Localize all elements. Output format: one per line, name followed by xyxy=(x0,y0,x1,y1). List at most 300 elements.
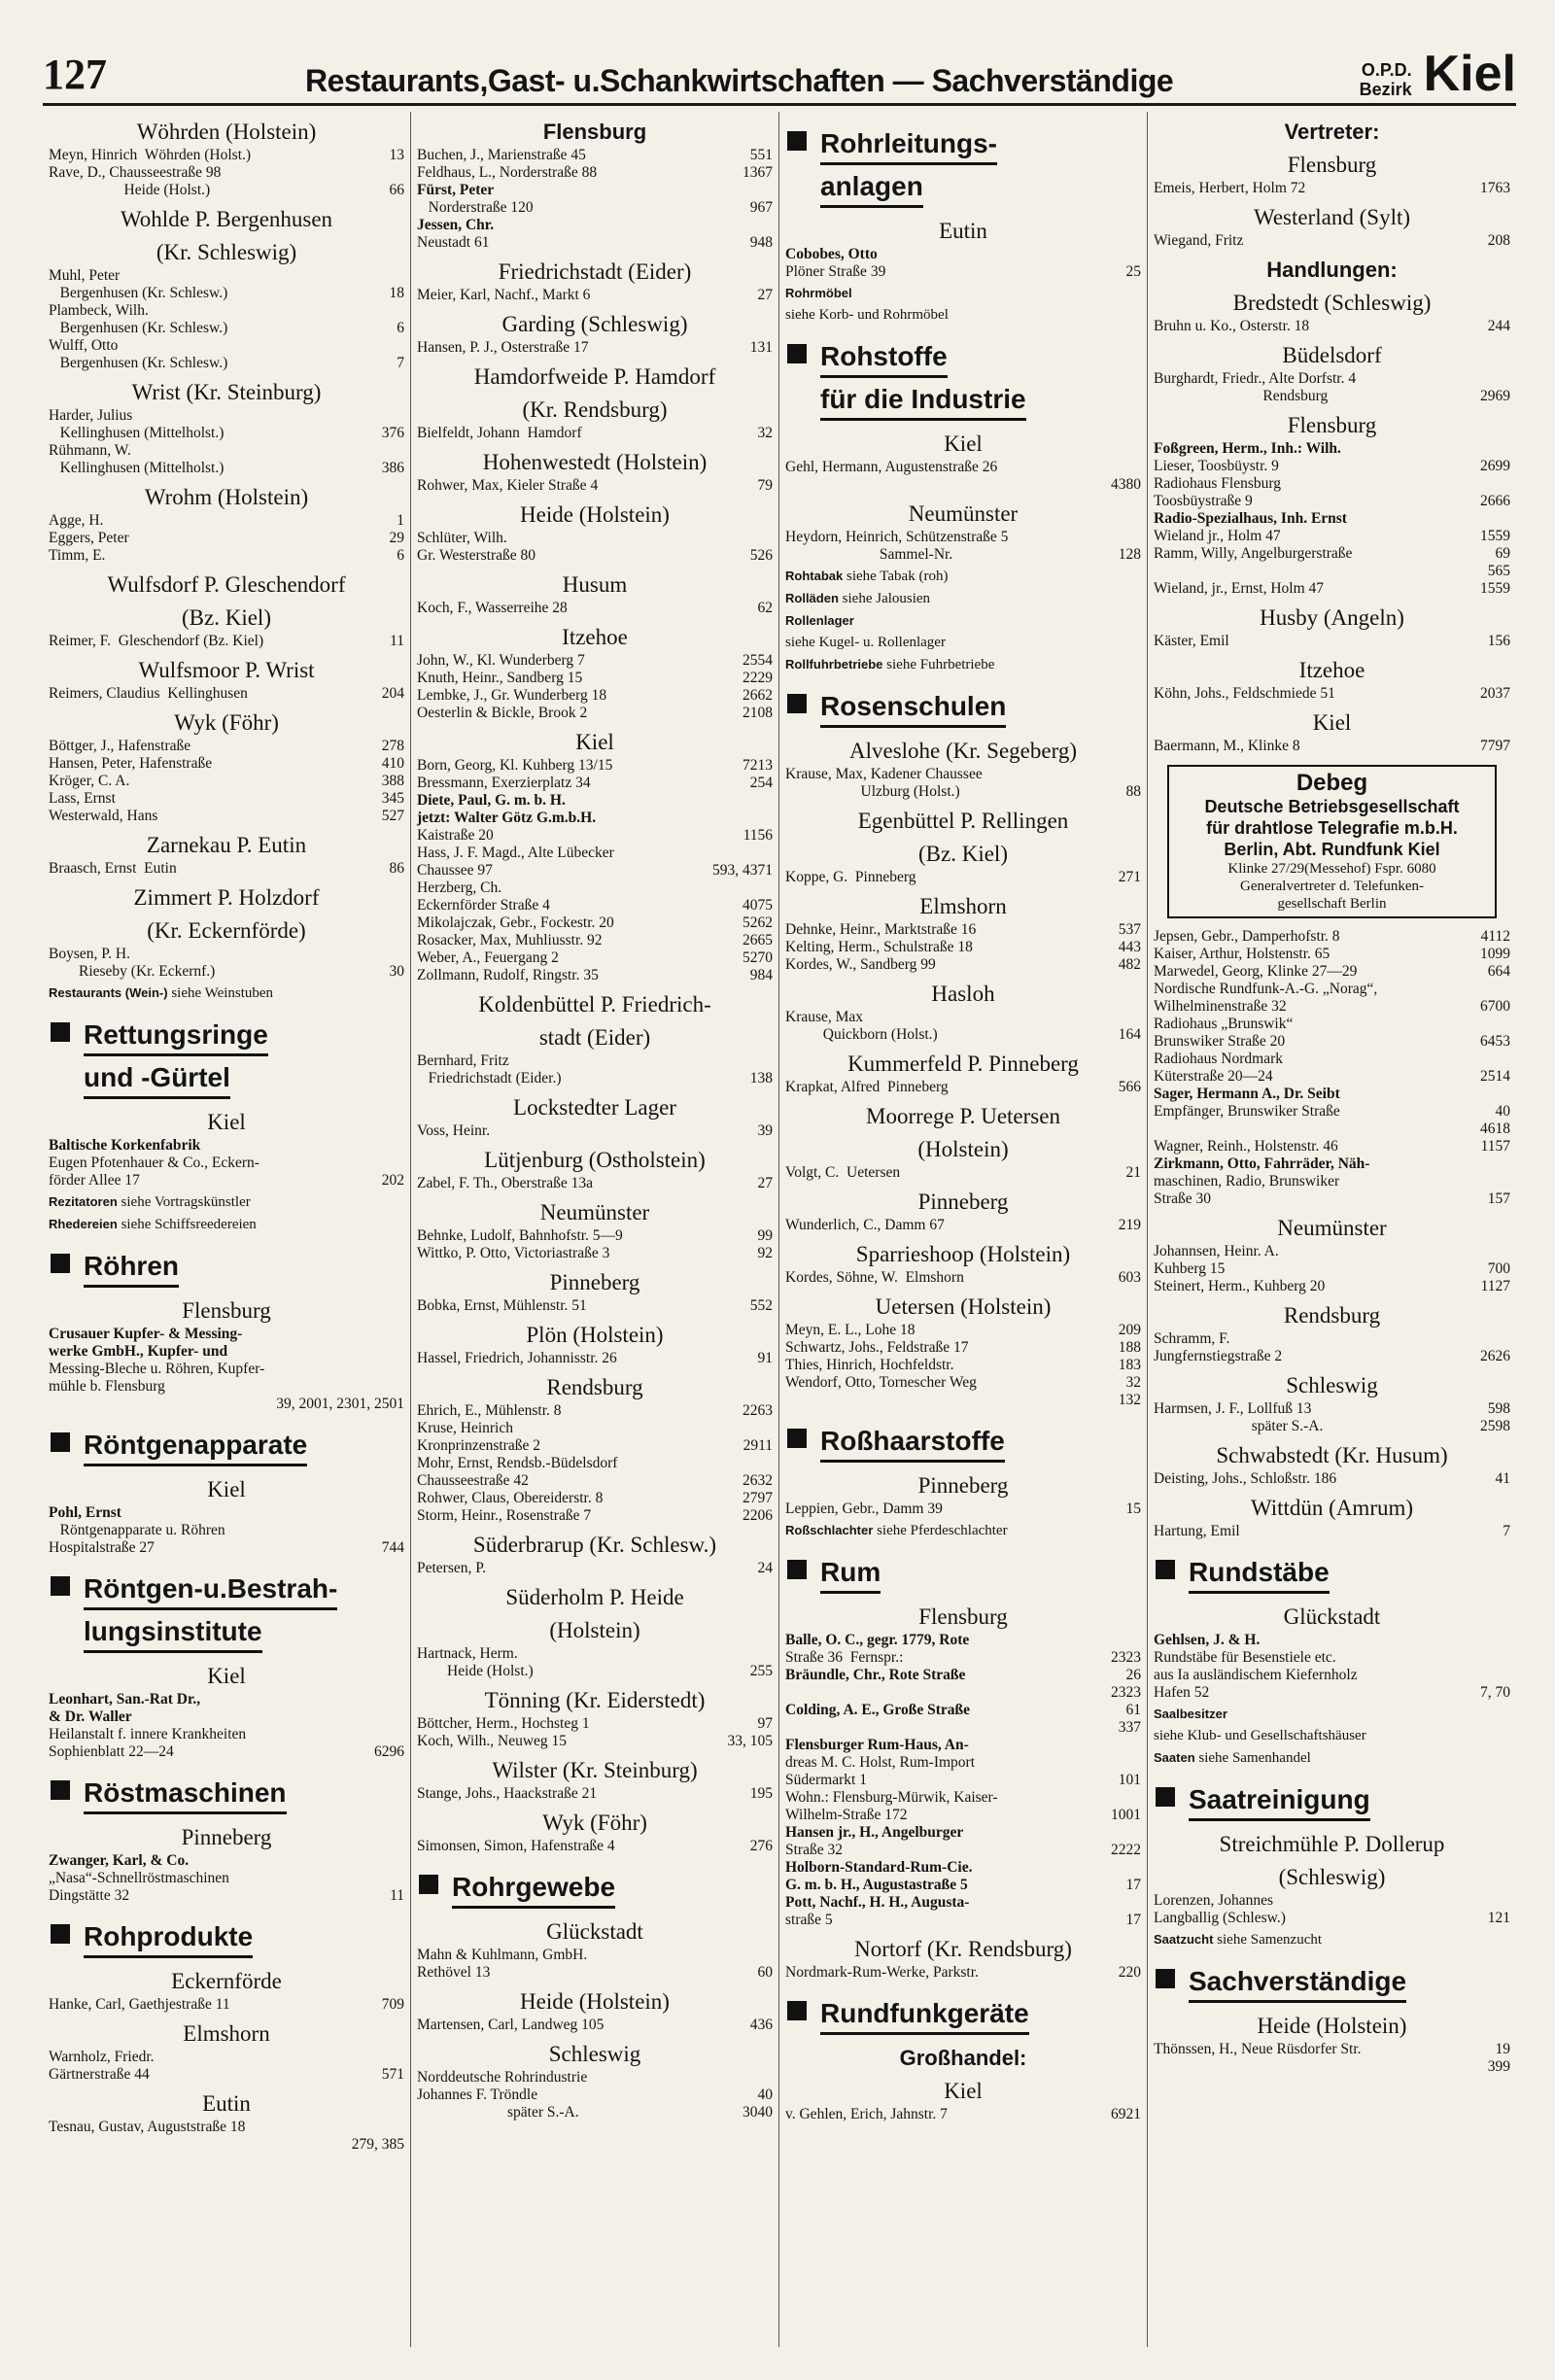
listing-entry xyxy=(417,1052,773,1070)
place-heading: Eutin xyxy=(202,2091,251,2116)
entry-phone: 2626 xyxy=(1480,1348,1510,1364)
entry-name: Zirkmann, Otto, Fahrräder, Näh- xyxy=(1154,1156,1370,1172)
entry-phone: 132 xyxy=(1118,1392,1141,1408)
entry-name: Gehlsen, J. & H. xyxy=(1154,1632,1261,1648)
listing-entry xyxy=(785,1322,1141,1339)
listing-entry xyxy=(1154,1033,1510,1051)
category-title xyxy=(84,1427,307,1469)
entry-name: Colding, A. E., Große Straße xyxy=(785,1702,971,1718)
listing-entry xyxy=(417,1715,773,1733)
listing-entry xyxy=(785,1964,1141,1982)
entry-phone: 744 xyxy=(381,1539,404,1556)
category-title-line: Rohrgewebe xyxy=(452,1869,615,1909)
bezirk-label: Bezirk xyxy=(1359,80,1412,99)
entry-name: Kelting, Herm., Schulstraße 18 xyxy=(785,939,973,955)
entry-name: werke GmbH., Kupfer- und xyxy=(49,1343,228,1360)
entry-name: Oesterlin & Bickle, Brook 2 xyxy=(417,705,588,721)
listing-entry xyxy=(417,1420,773,1437)
entry-phone: 79 xyxy=(757,477,773,494)
entry-name xyxy=(49,2136,352,2154)
listing-entry xyxy=(49,738,404,755)
entry-name: Schramm, F. xyxy=(1154,1330,1230,1347)
entry-phone: 2632 xyxy=(743,1472,773,1489)
listing-entry xyxy=(785,1859,1141,1877)
listing-entry xyxy=(785,1269,1141,1287)
listing-entry xyxy=(417,199,773,217)
place-heading: Flensburg xyxy=(1287,153,1377,177)
listing-entry xyxy=(417,1964,773,1982)
place-heading: Neumünster xyxy=(1277,1216,1387,1240)
category-heading xyxy=(49,1017,404,1102)
listing-entry xyxy=(49,1155,404,1172)
entry-phone: 345 xyxy=(381,790,404,807)
entry-name: Köhn, Johs., Feldschmiede 51 xyxy=(1154,685,1335,702)
listing-entry xyxy=(785,1164,1141,1182)
listing-entry xyxy=(49,2049,404,2066)
entry-name: Empfänger, Brunswiker Straße xyxy=(1154,1103,1340,1120)
listing-entry xyxy=(49,425,404,442)
entry-name: Sager, Hermann A., Dr. Seibt xyxy=(1154,1086,1340,1102)
entry-phone: 6 xyxy=(397,320,404,336)
entry-name: Mikolajczak, Gebr., Fockestr. 20 xyxy=(417,914,614,931)
listing-entry xyxy=(49,1504,404,1522)
entry-phone: 128 xyxy=(1118,546,1141,563)
listing-entry xyxy=(1154,493,1510,510)
category-title xyxy=(820,688,1006,731)
entry-name: aus Ia ausländischem Kiefernholz xyxy=(1154,1667,1358,1683)
place-heading: Pinneberg xyxy=(181,1825,272,1849)
entry-name: Wieland, jr., Ernst, Holm 47 xyxy=(1154,580,1325,597)
listing-entry xyxy=(417,2069,773,2087)
entry-name xyxy=(1154,2058,1488,2076)
listing-entry xyxy=(1154,1086,1510,1103)
listing-entry xyxy=(1154,1667,1510,1684)
listing-entry xyxy=(49,1396,404,1413)
category-title xyxy=(820,1423,1005,1466)
entry-name: Flensburger Rum-Haus, An- xyxy=(785,1737,969,1753)
listing-entry xyxy=(417,792,773,810)
place-heading: Wyk (Föhr) xyxy=(542,1811,647,1835)
entry-phone: 5262 xyxy=(743,914,773,931)
entry-phone: 32 xyxy=(757,425,773,441)
place-heading: Kiel xyxy=(207,1664,246,1688)
entry-name: Burghardt, Friedr., Alte Dorfstr. 4 xyxy=(1154,370,1357,387)
listing-entry xyxy=(417,932,773,949)
listing-entry xyxy=(49,808,404,825)
category-title-line: Sachverständige xyxy=(1189,1963,1406,2003)
entry-name: Reimers, Claudius Kellinghusen xyxy=(49,685,248,702)
category-title-line: Saatreinigung xyxy=(1189,1781,1370,1821)
listing-entry xyxy=(785,1702,1141,1719)
entry-name: Heide (Holst.) xyxy=(49,182,211,198)
entry-name: Weber, A., Feuergang 2 xyxy=(417,949,559,966)
entry-name: Koch, F., Wasserreihe 28 xyxy=(417,600,568,616)
reference-keyword: Rhedereien xyxy=(49,1217,118,1231)
entry-phone: 33, 105 xyxy=(727,1733,773,1749)
category-title-line: Rohrleitungs- xyxy=(820,125,997,165)
listing-entry xyxy=(417,1785,773,1803)
listing-entry xyxy=(49,1887,404,1905)
entry-phone: 388 xyxy=(381,773,404,789)
cross-reference xyxy=(1154,1727,1510,1745)
place-heading: stadt (Eider) xyxy=(538,1025,651,1050)
listing-entry xyxy=(417,897,773,914)
reference-keyword: Rezitatoren xyxy=(49,1194,118,1209)
place-heading: Kummerfeld P. Pinneberg xyxy=(847,1052,1079,1076)
listing-entry xyxy=(417,1437,773,1455)
category-square-icon xyxy=(1156,1560,1175,1579)
listing-entry xyxy=(1154,946,1510,963)
entry-name: Lieser, Toosbüystr. 9 xyxy=(1154,458,1279,474)
entry-name: Jepsen, Gebr., Damperhofstr. 8 xyxy=(1154,928,1340,945)
listing-entry xyxy=(417,827,773,845)
listing-entry xyxy=(417,1947,773,1964)
entry-name: Heydorn, Heinrich, Schützenstraße 5 xyxy=(785,529,1009,545)
entry-name: Herzberg, Ch. xyxy=(417,880,502,896)
entry-phone: 86 xyxy=(389,860,404,877)
entry-name: Boysen, P. H. xyxy=(49,946,130,962)
entry-name: Deisting, Johs., Schloßstr. 186 xyxy=(1154,1470,1337,1487)
listing-entry xyxy=(1154,1068,1510,1086)
category-title xyxy=(84,1017,268,1102)
entry-name: Koppe, G. Pinneberg xyxy=(785,869,916,885)
listing-entry xyxy=(1154,1173,1510,1190)
listing-entry xyxy=(785,1684,1141,1702)
entry-name: dreas M. C. Holst, Rum-Import xyxy=(785,1754,976,1771)
entry-name: Bruhn u. Ko., Osterstr. 18 xyxy=(1154,318,1310,334)
category-title xyxy=(84,1248,179,1291)
entry-phone: 7 xyxy=(397,355,404,371)
reference-text: siehe Klub- und Gesellschaftshäuser xyxy=(1154,1728,1366,1743)
place-heading: Büdelsdorf xyxy=(1282,343,1382,367)
category-title xyxy=(1189,1963,1406,2006)
listing-entry xyxy=(49,1378,404,1396)
entry-name: Feldhaus, L., Norderstraße 88 xyxy=(417,164,598,181)
entry-name: Kuhberg 15 xyxy=(1154,1260,1226,1277)
entry-name: Straße 36 Fernspr.: xyxy=(785,1649,904,1666)
entry-name: Norddeutsche Rohrindustrie xyxy=(417,2069,588,2086)
entry-phone: 40 xyxy=(757,2087,773,2103)
entry-name: Eggers, Peter xyxy=(49,530,129,546)
category-title-line: für die Industrie xyxy=(820,381,1026,421)
place-heading: Heide (Holstein) xyxy=(1257,2014,1407,2038)
listing-entry xyxy=(417,217,773,234)
category-square-icon xyxy=(787,1429,807,1448)
page-title: Restaurants,Gast- u.Schankwirtschaften — Sachverständige xyxy=(305,63,1174,98)
place-heading: Pinneberg xyxy=(917,1473,1009,1498)
entry-phone: 1157 xyxy=(1480,1138,1510,1155)
reference-text: siehe Jalousien xyxy=(838,591,931,606)
entry-phone: 156 xyxy=(1487,633,1510,649)
category-square-icon xyxy=(787,2001,807,2020)
listing-entry xyxy=(1154,1523,1510,1540)
category-heading xyxy=(785,338,1141,424)
place-heading: (Bz. Kiel) xyxy=(182,605,271,630)
entry-name: Krause, Max, Kadener Chaussee xyxy=(785,766,983,782)
entry-name: Bräundle, Chr., Rote Straße xyxy=(785,1667,966,1683)
cross-reference xyxy=(1154,1748,1510,1768)
listing-entry xyxy=(1154,1103,1510,1121)
entry-name: Plambeck, Wilh. xyxy=(49,302,149,319)
category-title xyxy=(820,1995,1029,2038)
entry-name: Kordes, W., Sandberg 99 xyxy=(785,956,936,973)
listing-entry xyxy=(417,967,773,984)
listing-entry xyxy=(49,1726,404,1743)
place-heading: Neumünster xyxy=(539,1200,650,1224)
category-title-line: Rundstäbe xyxy=(1189,1554,1330,1594)
reference-text: siehe Korb- und Rohrmöbel xyxy=(785,307,949,323)
listing-entry xyxy=(49,1326,404,1343)
entry-phone: 6 xyxy=(397,547,404,564)
place-heading: Glückstadt xyxy=(1283,1604,1381,1629)
entry-phone: 279, 385 xyxy=(351,2136,404,2153)
entry-name: Bergenhusen (Kr. Schlesw.) xyxy=(49,320,228,336)
entry-name: Braasch, Ernst Eutin xyxy=(49,860,177,877)
entry-phone: 2665 xyxy=(743,932,773,949)
listing-entry xyxy=(49,407,404,425)
reference-keyword: Rohrmöbel xyxy=(785,286,852,300)
entry-name: Westerwald, Hans xyxy=(49,808,158,824)
listing-entry xyxy=(49,1172,404,1190)
entry-name: Lass, Ernst xyxy=(49,790,116,807)
entry-phone: 7213 xyxy=(743,757,773,774)
category-heading xyxy=(785,125,1141,211)
category-title xyxy=(84,1570,337,1656)
entry-name xyxy=(785,476,1111,494)
listing-entry xyxy=(417,1645,773,1663)
entry-phone: 4075 xyxy=(743,897,773,914)
entry-phone: 32 xyxy=(1125,1374,1141,1391)
entry-name: Foßgreen, Herm., Inh.: Wilh. xyxy=(1154,440,1341,457)
entry-phone: 1367 xyxy=(743,164,773,181)
entry-name: Harder, Julius xyxy=(49,407,133,424)
place-heading: Wrist (Kr. Steinburg) xyxy=(131,380,322,404)
columns xyxy=(43,112,1516,2347)
listing-entry xyxy=(49,267,404,285)
place-heading: Itzehoe xyxy=(562,625,628,649)
entry-phone: 967 xyxy=(749,199,773,216)
place-heading: Koldenbüttel P. Friedrich- xyxy=(478,992,711,1017)
category-title-line: lungsinstitute xyxy=(84,1613,262,1653)
cross-reference xyxy=(785,1521,1141,1540)
entry-name: Nordmark-Rum-Werke, Parkstr. xyxy=(785,1964,979,1981)
listing-entry xyxy=(417,2104,773,2121)
place-heading: Wöhrden (Holstein) xyxy=(136,120,317,144)
entry-phone: 2598 xyxy=(1480,1418,1510,1434)
listing-entry xyxy=(1154,1138,1510,1156)
listing-entry xyxy=(49,773,404,790)
place-heading: Schleswig xyxy=(1286,1373,1378,1397)
listing-entry xyxy=(49,182,404,199)
listing-entry xyxy=(1154,318,1510,335)
entry-name: Pohl, Ernst xyxy=(49,1504,121,1521)
entry-phone: 7 xyxy=(1503,1523,1510,1539)
listing-entry xyxy=(785,783,1141,801)
entry-name: Wendorf, Otto, Tornescher Weg xyxy=(785,1374,977,1391)
entry-phone: 2514 xyxy=(1480,1068,1510,1085)
entry-phone: 2222 xyxy=(1111,1842,1141,1858)
entry-name: Hassel, Friedrich, Johannisstr. 26 xyxy=(417,1350,617,1366)
listing-entry xyxy=(417,530,773,547)
category-heading xyxy=(49,1570,404,1656)
entry-phone: 195 xyxy=(749,1785,773,1802)
page-header xyxy=(43,37,1516,106)
listing-entry xyxy=(417,1350,773,1367)
place-heading: (Bz. Kiel) xyxy=(918,842,1008,866)
listing-entry xyxy=(49,530,404,547)
listing-entry xyxy=(1154,1348,1510,1365)
category-heading xyxy=(49,1775,404,1817)
entry-name: Leonhart, San.-Rat Dr., xyxy=(49,1691,201,1707)
listing-entry xyxy=(417,287,773,304)
listing-entry xyxy=(49,442,404,460)
category-title xyxy=(84,1775,287,1817)
place-heading: Lütjenburg (Ostholstein) xyxy=(484,1148,706,1172)
entry-name: Sophienblatt 22—24 xyxy=(49,1743,174,1760)
entry-name: Jungfernstiegstraße 2 xyxy=(1154,1348,1283,1364)
listing-entry xyxy=(417,234,773,252)
entry-name: später S.-A. xyxy=(417,2104,579,2121)
entry-name: Thies, Hinrich, Hochfeldstr. xyxy=(785,1357,954,1373)
entry-name xyxy=(785,1719,1119,1737)
place-heading: Itzehoe xyxy=(1298,658,1365,682)
entry-name: Kruse, Heinrich xyxy=(417,1420,513,1436)
listing-entry xyxy=(785,1894,1141,1912)
entry-name: Kellinghusen (Mittelholst.) xyxy=(49,425,225,441)
entry-name: Mahn & Kuhlmann, GmbH. xyxy=(417,1947,588,1963)
entry-name: Norderstraße 120 xyxy=(417,199,534,216)
listing-entry xyxy=(785,1842,1141,1859)
entry-name: Schlüter, Wilh. xyxy=(417,530,507,546)
listing-entry xyxy=(1154,1330,1510,1348)
entry-phone: 1001 xyxy=(1111,1807,1141,1823)
cross-reference xyxy=(49,983,404,1003)
place-heading: Schleswig xyxy=(548,2042,641,2066)
entry-name: jetzt: Walter Götz G.m.b.H. xyxy=(417,810,597,826)
place-heading: Rendsburg xyxy=(546,1375,643,1399)
listing-entry xyxy=(1154,232,1510,250)
entry-phone: 11 xyxy=(390,633,404,649)
entry-phone: 700 xyxy=(1487,1260,1510,1277)
listing-entry xyxy=(1154,528,1510,545)
listing-entry xyxy=(417,1297,773,1315)
entry-phone: 7797 xyxy=(1480,738,1510,754)
entry-phone: 202 xyxy=(381,1172,404,1189)
cross-reference xyxy=(49,1215,404,1234)
entry-name: Kaistraße 20 xyxy=(417,827,494,844)
entry-name: Kellinghusen (Mittelholst.) xyxy=(49,460,225,476)
entry-name: Mohr, Ernst, Rendsb.-Büdelsdorf xyxy=(417,1455,618,1471)
category-title xyxy=(820,125,997,211)
listing-entry xyxy=(49,460,404,477)
entry-name: Hafen 52 xyxy=(1154,1684,1210,1701)
listing-entry xyxy=(49,547,404,565)
cross-reference xyxy=(1154,1930,1510,1949)
listing-entry xyxy=(417,652,773,670)
entry-phone: 537 xyxy=(1118,921,1141,938)
entry-phone: 2554 xyxy=(743,652,773,669)
entry-name: Wagner, Reinh., Holstenstr. 46 xyxy=(1154,1138,1338,1155)
entry-name: Bergenhusen (Kr. Schlesw.) xyxy=(49,355,228,371)
listing-entry xyxy=(417,1227,773,1245)
listing-entry xyxy=(1154,1632,1510,1649)
entry-phone: 13 xyxy=(389,147,404,163)
listing-entry xyxy=(49,337,404,355)
category-title-line: Rohstoffe xyxy=(820,338,948,378)
listing-entry xyxy=(1154,545,1510,563)
listing-entry xyxy=(785,459,1141,476)
entry-name: Buchen, J., Marienstraße 45 xyxy=(417,147,586,163)
category-square-icon xyxy=(51,1576,70,1596)
entry-phone: 709 xyxy=(381,1996,404,2013)
category-title xyxy=(452,1869,615,1912)
entry-phone: 984 xyxy=(749,967,773,983)
entry-name: Heilanstalt f. innere Krankheiten xyxy=(49,1726,247,1742)
listing-entry xyxy=(1154,2041,1510,2058)
listing-entry xyxy=(49,302,404,320)
ad-detail: Generalvertreter d. Telefunken- xyxy=(1240,879,1424,894)
entry-name: Messing-Bleche u. Röhren, Kupfer- xyxy=(49,1361,265,1377)
cross-reference xyxy=(785,589,1141,608)
listing-entry xyxy=(417,949,773,967)
place-heading: Husby (Angeln) xyxy=(1260,605,1404,630)
entry-name: Timm, E. xyxy=(49,547,106,564)
place-heading: Zimmert P. Holzdorf xyxy=(133,885,320,910)
category-heading xyxy=(1154,1781,1510,1824)
entry-phone: 6296 xyxy=(374,1743,404,1760)
place-heading: Hasloh xyxy=(931,982,995,1006)
listing-entry xyxy=(417,845,773,862)
place-heading: Alveslohe (Kr. Segeberg) xyxy=(849,739,1077,763)
entry-name: Crusauer Kupfer- & Messing- xyxy=(49,1326,243,1342)
reference-keyword: Saatzucht xyxy=(1154,1932,1214,1947)
entry-name: Diete, Paul, G. m. b. H. xyxy=(417,792,566,809)
place-heading: Süderholm P. Heide xyxy=(505,1585,684,1609)
listing-entry xyxy=(1154,180,1510,197)
listing-entry xyxy=(785,1374,1141,1392)
entry-name: Baermann, M., Klinke 8 xyxy=(1154,738,1300,754)
reference-keyword: Rohtabak xyxy=(785,569,844,583)
entry-name: Gärtnerstraße 44 xyxy=(49,2066,150,2083)
ad-detail: gesellschaft Berlin xyxy=(1277,896,1387,912)
listing-entry xyxy=(417,425,773,442)
entry-phone: 219 xyxy=(1118,1217,1141,1233)
listing-entry xyxy=(417,1507,773,1525)
entry-name: John, W., Kl. Wunderberg 7 xyxy=(417,652,585,669)
entry-phone: 19 xyxy=(1495,2041,1510,2057)
listing-entry xyxy=(417,182,773,199)
listing-entry xyxy=(785,1912,1141,1929)
listing-entry xyxy=(785,1392,1141,1409)
entry-name: Chausseestraße 42 xyxy=(417,1472,529,1489)
entry-name: Wohn.: Flensburg-Mürwik, Kaiser- xyxy=(785,1789,998,1806)
entry-name: Wilhelminenstraße 32 xyxy=(1154,998,1287,1015)
entry-name: Marwedel, Georg, Klinke 27—29 xyxy=(1154,963,1358,980)
entry-phone: 91 xyxy=(757,1350,773,1366)
entry-name: Ulzburg (Holst.) xyxy=(785,783,960,800)
category-title-line: Rosenschulen xyxy=(820,688,1006,728)
entry-phone: 157 xyxy=(1487,1190,1510,1207)
listing-entry xyxy=(1154,633,1510,650)
listing-entry xyxy=(49,1522,404,1539)
entry-name: Wiegand, Fritz xyxy=(1154,232,1244,249)
reference-keyword: Rollenlager xyxy=(785,613,854,628)
place-heading: Wyk (Föhr) xyxy=(174,710,279,735)
listing-entry xyxy=(1154,475,1510,493)
place-heading: Elmshorn xyxy=(919,894,1007,918)
entry-name: Böttcher, Herm., Hochsteg 1 xyxy=(417,1715,590,1732)
listing-entry xyxy=(49,946,404,963)
